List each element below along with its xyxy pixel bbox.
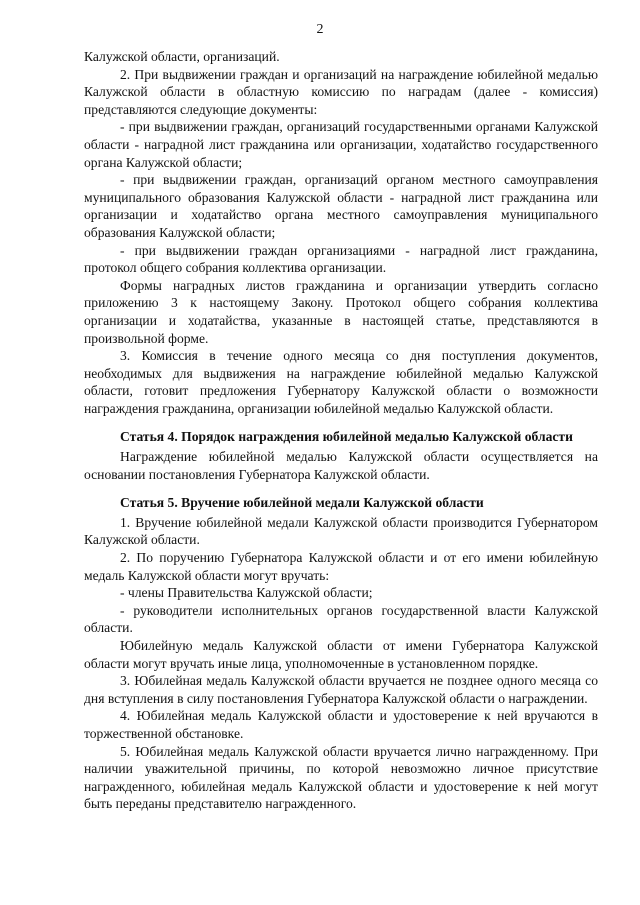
paragraph-item-3: 3. Комиссия в течение одного месяца со дня поступления документов, необходимых для выдвижения на награждение юбилейной медалью Калужской области, готовит предложения Губернатору Калужской области о возможности награждения гражданина, организации юбилейной медалью Калужской области.	[84, 348, 598, 416]
paragraph-bullet-organizations: - при выдвижении граждан организациями - наградной лист гражданина, протокол общего собрания коллектива организации.	[84, 242, 598, 276]
article-5-item-4: 4. Юбилейная медаль Калужской области и удостоверение к ней вручаются в торжественной обстановке.	[84, 708, 598, 741]
document-body	[84, 48, 598, 813]
article-4-heading: Статья 4. Порядок награждения юбилейной медалью Калужской области	[120, 429, 573, 445]
paragraph-bullet-state-bodies: - при выдвижении граждан, организаций государственными органами Калужской области - наградной лист гражданина или организации, ходатайство государственного органа Калужской области;	[84, 119, 598, 170]
article-5-bullet-government-members: - члены Правительства Калужской области;	[120, 585, 373, 601]
paragraph-item-2: 2. При выдвижении граждан и организаций на награждение юбилейной медалью Калужской области в областную комиссию по наградам (далее - комиссия) представляются следующие документы:	[84, 66, 598, 117]
article-5-item-1: 1. Вручение юбилейной медали Калужской области производится Губернатором Калужской области.	[84, 514, 598, 548]
article-5-heading: Статья 5. Вручение юбилейной медали Калужской области	[120, 495, 484, 511]
paragraph-bullet-local-government: - при выдвижении граждан, организаций органом местного самоуправления муниципального образования Калужской области - наградной лист гражданина или организации и ходатайство органа местного самоуправления муниципального образования Калужской области;	[84, 172, 598, 240]
article-5-authorized-persons: Юбилейную медаль Калужской области от имени Губернатора Калужской области могут вручать иные лица, уполномоченные в установленном порядке.	[84, 638, 598, 671]
article-5-bullet-executive-heads: - руководители исполнительных органов государственной власти Калужской области.	[84, 602, 598, 636]
paragraph-award-forms: Формы наградных листов гражданина и организации утвердить согласно приложению 3 к настоящему Закону. Протокол общего собрания коллектива организации и ходатайства, указанные в настоящей статье, представляются в произвольной форме.	[84, 277, 598, 346]
article-4-paragraph: Награждение юбилейной медалью Калужской области осуществляется на основании постановления Губернатора Калужской области.	[84, 449, 598, 482]
article-5-item-5: 5. Юбилейная медаль Калужской области вручается лично награжденному. При наличии уважительной причины, по которой невозможно личное присутствие награжденного, юбилейная медаль Калужской области и удостоверение к ней могут быть переданы представителю награжденного.	[84, 743, 598, 812]
paragraph-continuation: Калужской области, организаций.	[84, 49, 280, 64]
article-5-item-2: 2. По поручению Губернатора Калужской области и от его имени юбилейную медаль Калужской области могут вручать:	[84, 550, 598, 583]
article-5-item-3: 3. Юбилейная медаль Калужской области вручается не позднее одного месяца со дня вступления в силу постановления Губернатора Калужской области о награждении.	[84, 673, 598, 706]
page-number: 2	[316, 22, 324, 37]
